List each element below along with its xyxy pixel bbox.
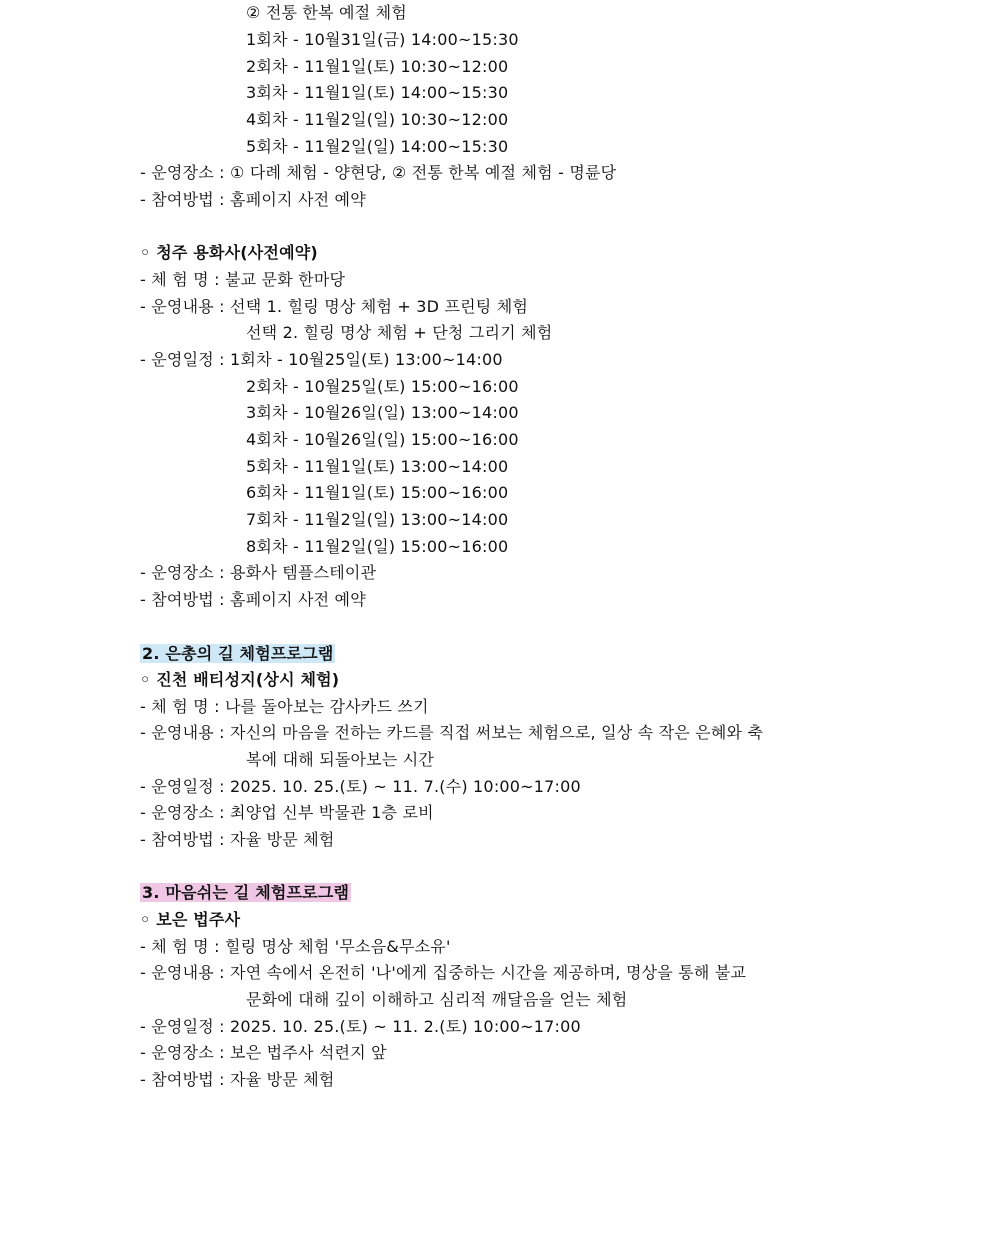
content-line: 문화에 대해 깊이 이해하고 심리적 깨달음을 얻는 체험 (246, 990, 628, 1009)
section-2-title-text: 2. 은총의 길 체험프로그램 (142, 644, 334, 663)
schedule-line: 4회차 - 11월2일(일) 10:30~12:00 (246, 110, 509, 129)
beopjusa-heading: ◦ 보은 법주사 (140, 910, 241, 929)
schedule-line: - 운영일정 : 2025. 10. 25.(토) ~ 11. 2.(토) 10:00~17:00 (140, 1017, 581, 1036)
schedule-line: 5회차 - 11월2일(일) 14:00~15:30 (246, 137, 509, 156)
program-name-line: - 체 험 명 : 불교 문화 한마당 (140, 270, 346, 289)
schedule-line: 4회차 - 10월26일(일) 15:00~16:00 (246, 430, 519, 449)
section-3-title-text: 3. 마음쉬는 길 체험프로그램 (142, 883, 350, 902)
method-line: - 참여방법 : 홈페이지 사전 예약 (140, 190, 366, 209)
content-line: - 운영내용 : 자연 속에서 온전히 '나'에게 집중하는 시간을 제공하며, 명상을 통해 불교 (140, 963, 747, 982)
venue-line: - 운영장소 : 용화사 템플스테이관 (140, 563, 377, 582)
schedule-line: - 운영일정 : 1회차 - 10월25일(토) 13:00~14:00 (140, 350, 503, 369)
program-name-line: - 체 험 명 : 힐링 명상 체험 '무소음&무소유' (140, 937, 451, 956)
content-line: 선택 2. 힐링 명상 체험 + 단청 그리기 체험 (246, 323, 553, 342)
yonghwasa-heading: ◦ 청주 용화사(사전예약) (140, 243, 318, 262)
schedule-line: 8회차 - 11월2일(일) 15:00~16:00 (246, 537, 509, 556)
schedule-line: 2회차 - 11월1일(토) 10:30~12:00 (246, 57, 509, 76)
schedule-line: 1회차 - 10월31일(금) 14:00~15:30 (246, 30, 519, 49)
content-line: - 운영내용 : 자신의 마음을 전하는 카드를 직접 써보는 체험으로, 일상 속 작은 은혜와 축 (140, 723, 764, 742)
program-name-line: - 체 험 명 : 나를 돌아보는 감사카드 쓰기 (140, 697, 429, 716)
schedule-line: 3회차 - 11월1일(토) 14:00~15:30 (246, 83, 509, 102)
content-line: 복에 대해 되돌아보는 시간 (246, 750, 435, 769)
venue-line: - 운영장소 : 최양업 신부 박물관 1층 로비 (140, 803, 434, 822)
baeti-heading: ◦ 진천 배티성지(상시 체험) (140, 670, 340, 689)
schedule-line: 3회차 - 10월26일(일) 13:00~14:00 (246, 403, 519, 422)
method-line: - 참여방법 : 자율 방문 체험 (140, 1070, 335, 1089)
schedule-line: 2회차 - 10월25일(토) 15:00~16:00 (246, 377, 519, 396)
schedule-line: - 운영일정 : 2025. 10. 25.(토) ~ 11. 7.(수) 10:00~17:00 (140, 777, 581, 796)
venue-line: - 운영장소 : 보은 법주사 석련지 앞 (140, 1043, 387, 1062)
section-3-title (140, 880, 351, 906)
schedule-line: 5회차 - 11월1일(토) 13:00~14:00 (246, 457, 509, 476)
content-line: - 운영내용 : 선택 1. 힐링 명상 체험 + 3D 프린팅 체험 (140, 297, 529, 316)
schedule-line: 6회차 - 11월1일(토) 15:00~16:00 (246, 483, 509, 502)
section-2-title (140, 641, 335, 667)
venue-line: - 운영장소 : ① 다례 체험 - 양현당, ② 전통 한복 예절 체험 - 명륜당 (140, 163, 617, 182)
method-line: - 참여방법 : 자율 방문 체험 (140, 830, 335, 849)
method-line: - 참여방법 : 홈페이지 사전 예약 (140, 590, 366, 609)
schedule-line: 7회차 - 11월2일(일) 13:00~14:00 (246, 510, 509, 529)
program-item-title: ② 전통 한복 예절 체험 (246, 3, 407, 22)
